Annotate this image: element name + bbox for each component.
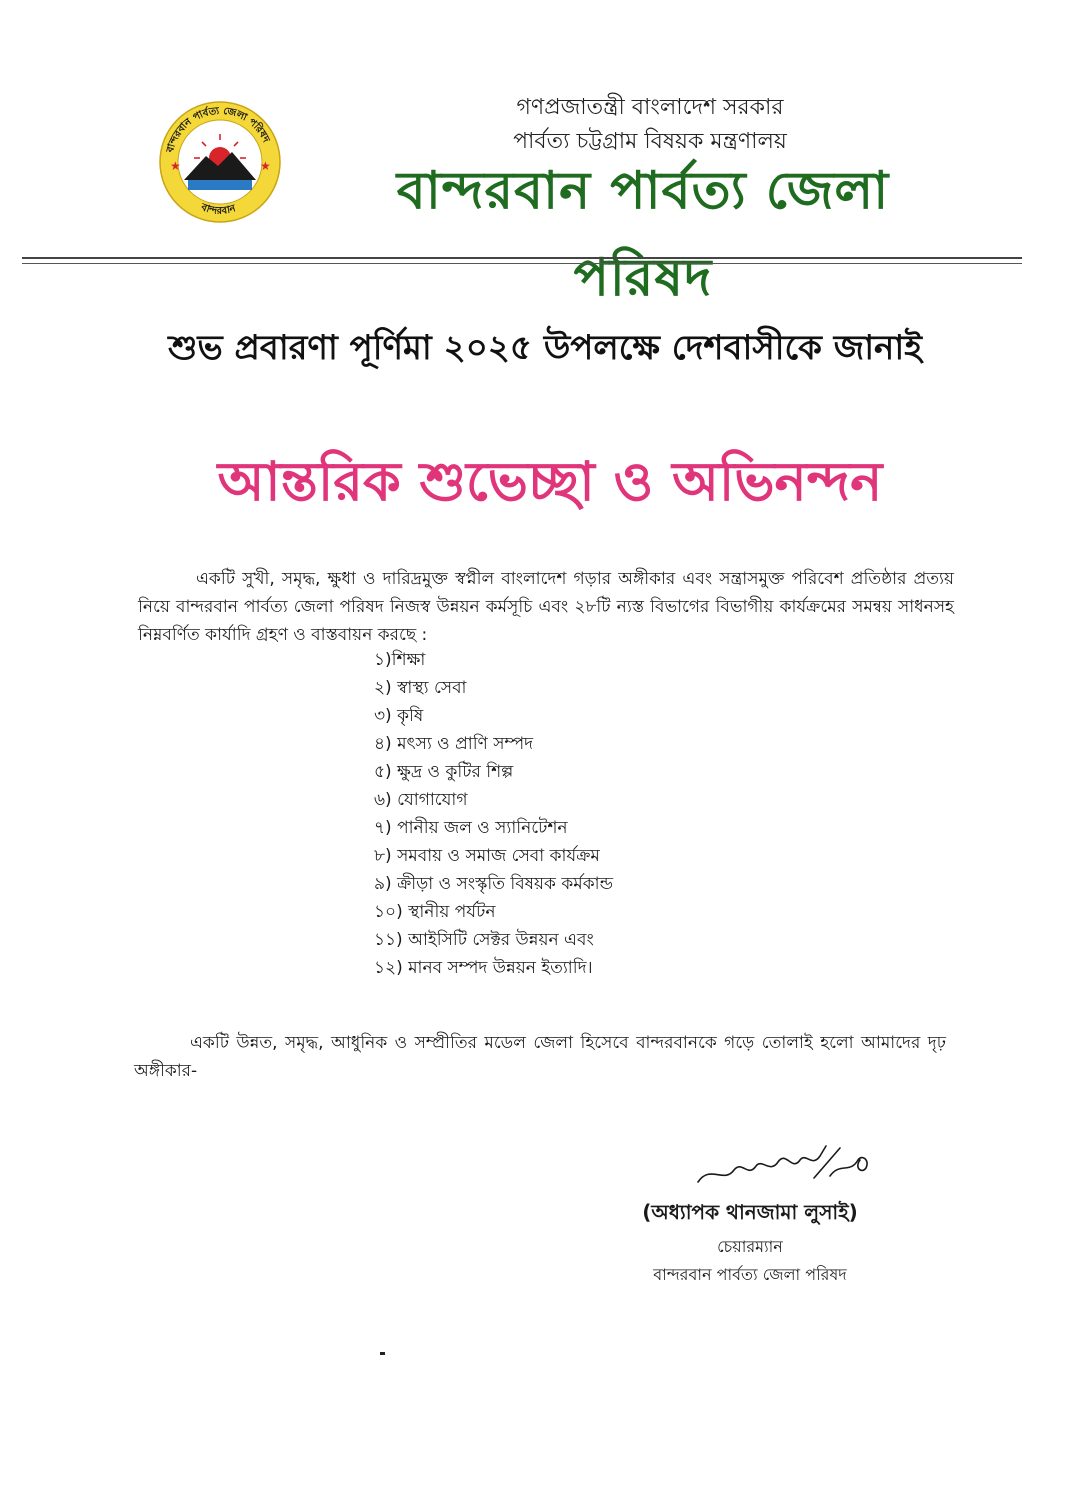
stray-mark [380, 1352, 385, 1355]
header-divider [22, 257, 1022, 259]
svg-text:★: ★ [260, 159, 271, 173]
greeting-banner: আন্তরিক শুভেচ্ছা ও অভিনন্দন [217, 450, 883, 513]
occasion-headline: শুভ প্রবারণা পূর্ণিমা ২০২৫ উপলক্ষে দেশবাসীকে জানাই [168, 328, 922, 368]
activities-list [374, 646, 613, 982]
list-item: ২) স্বাস্থ্য সেবা [374, 678, 467, 698]
signatory-title: চেয়ারম্যান [717, 1237, 783, 1256]
header-divider-thin [22, 263, 1022, 264]
list-item: ৫) ক্ষুদ্র ও কুটির শিল্প [374, 762, 514, 782]
list-item: ৬) যোগাযোগ [374, 790, 468, 810]
list-item: ৪) মৎস্য ও প্রাণি সম্পদ [374, 734, 534, 754]
list-item: ১১) আইসিটি সেক্টর উন্নয়ন এবং [374, 930, 594, 950]
intro-paragraph: একটি সুখী, সমৃদ্ধ, ক্ষুধা ও দারিদ্রমুক্ত স্বপ্নীল বাংলাদেশ গড়ার অঙ্গীকার এবং সন্ত্রাসমুক্ত পরিবেশ প্রতিষ্ঠার প্রত্যয় নিয়ে বান্দরবান পার্বত্য জেলা পরিষদ নিজস্ব উন্নয়ন কর্মসূচি এবং ২৮টি ন্যস্ত বিভাগের বিভাগীয় কার্যক্রমের সমন্বয় সাধনসহ নিম্নবর্ণিত কার্যাদি গ্রহণ ও বাস্তবায়ন করছে : [138, 569, 954, 645]
river-icon [188, 180, 252, 190]
list-item: ১০) স্থানীয় পর্যটন [374, 902, 496, 922]
svg-text:★: ★ [170, 159, 181, 173]
list-item: ৮) সমবায় ও সমাজ সেবা কার্যক্রম [374, 846, 600, 866]
list-item: ৭) পানীয় জল ও স্যানিটেশন [374, 818, 568, 838]
ministry-name: পার্বত্য চট্টগ্রাম বিষয়ক মন্ত্রণালয় [513, 129, 787, 154]
government-name: গণপ্রজাতন্ত্রী বাংলাদেশ সরকার [516, 95, 784, 120]
list-item: ৩) কৃষি [374, 706, 424, 726]
district-council-seal-logo [158, 100, 282, 224]
logo-arc-text-top: বান্দরবান পার্বত্য জেলা পরিষদ [164, 105, 272, 154]
list-item: ৯) ক্রীড়া ও সংস্কৃতি বিষয়ক কর্মকান্ড [374, 874, 614, 894]
council-title: বান্দরবান পার্বত্য জেলা পরিষদ [396, 161, 890, 308]
logo-arc-text-bottom: বান্দরবান [199, 201, 238, 217]
list-item: ১২) মানব সম্পদ উন্নয়ন ইত্যাদি। [374, 958, 593, 978]
signatory-name: (অধ্যাপক থানজামা লুসাই) [642, 1200, 858, 1224]
signatory-organization: বান্দরবান পার্বত্য জেলা পরিষদ [653, 1265, 847, 1284]
closing-paragraph: একটি উন্নত, সমৃদ্ধ, আধুনিক ও সম্প্রীতির মডেল জেলা হিসেবে বান্দরবানকে গড়ে তোলাই হলো আমাদের দৃঢ় অঙ্গীকার- [134, 1033, 946, 1081]
handwritten-signature [690, 1138, 880, 1198]
list-item: ১)শিক্ষা [374, 650, 426, 670]
